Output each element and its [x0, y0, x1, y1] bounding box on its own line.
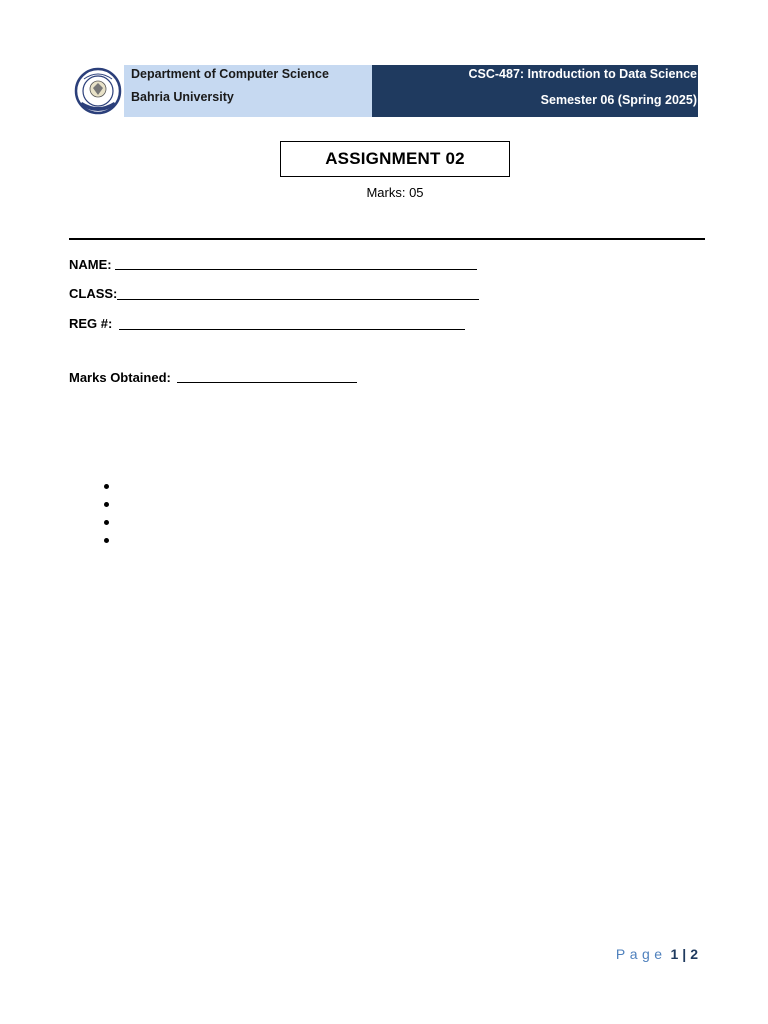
bullet-icon	[104, 484, 109, 489]
course-title: CSC-487: Introduction to Data Science	[468, 67, 697, 81]
total-marks: Marks: 05	[366, 185, 424, 200]
name-label: NAME:	[69, 257, 112, 272]
university-logo-icon	[74, 67, 122, 115]
page-word: Page	[615, 946, 667, 962]
marks-obtained-field-line[interactable]	[177, 382, 357, 383]
bullet-icon	[104, 538, 109, 543]
bullet-icon	[104, 502, 109, 507]
course-band	[372, 65, 698, 117]
total-pages-number: 2	[690, 946, 698, 962]
department-band	[124, 65, 372, 117]
page-separator: |	[682, 946, 687, 962]
class-label: CLASS:	[69, 286, 118, 301]
page-footer	[616, 946, 698, 962]
horizontal-rule	[69, 238, 705, 240]
name-field-line[interactable]	[115, 269, 477, 270]
current-page-number: 1	[670, 946, 679, 962]
class-field-line[interactable]	[117, 299, 479, 300]
university-name: Bahria University	[131, 90, 234, 104]
reg-label: REG #:	[69, 316, 113, 331]
bullet-icon	[104, 520, 109, 525]
document-header	[74, 65, 698, 117]
assignment-title: ASSIGNMENT 02	[280, 141, 510, 177]
marks-obtained-label: Marks Obtained:	[69, 370, 171, 385]
semester-label: Semester 06 (Spring 2025)	[540, 93, 697, 107]
reg-field-line[interactable]	[119, 329, 465, 330]
department-name: Department of Computer Science	[131, 67, 329, 81]
